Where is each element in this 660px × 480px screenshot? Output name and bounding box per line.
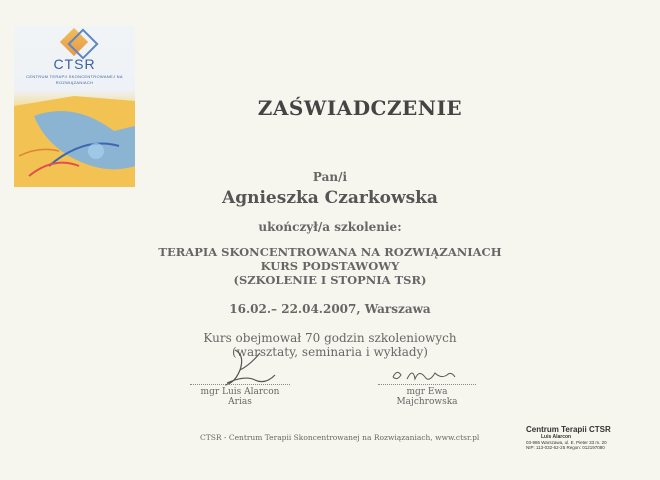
- signature-block-luis: [190, 384, 290, 407]
- course-dates: 16.02.– 22.04.2007, Warszawa: [229, 302, 431, 316]
- stamp-person: Luis Alarcon: [541, 434, 572, 440]
- stamp-tax-ids: NIP: 113-032-62-25 Regon: 012197080: [526, 445, 605, 450]
- signature-block-ewa: [378, 384, 476, 407]
- signatory-name: mgr Luis Alarcon Arias: [200, 387, 280, 407]
- recipient-name: Agnieszka Czarkowska: [222, 188, 438, 208]
- stamp-address: 03-986 Warszawa, ul. E. Pieter 33 m. 20: [526, 440, 607, 445]
- completed-label: ukończył/a szkolenie:: [258, 220, 402, 234]
- signature-line: [190, 384, 290, 385]
- stamp-org-name: Centrum Terapii CTSR: [526, 425, 611, 434]
- certificate-title: ZAŚWIADCZENIE: [257, 96, 463, 120]
- course-degree: (SZKOLENIE I STOPNIA TSR): [233, 273, 427, 287]
- hours-line: Kurs obejmował 70 godzin szkoleniowych: [203, 331, 457, 345]
- signatory-name: mgr Ewa Majchrowska: [396, 387, 458, 407]
- salutation: Pan/i: [312, 170, 348, 184]
- logo-brand: CTSR: [53, 56, 96, 72]
- course-name: TERAPIA SKONCENTROWANA NA ROZWIĄZANIACH: [158, 245, 502, 259]
- footer-text: CTSR - Centrum Terapii Skoncentrowanej na Rozwiązaniach, www.ctsr.pl: [200, 433, 480, 442]
- logo-tagline: CENTRUM TERAPII SKONCENTROWANEJ NA ROZWIĄZANIACH: [26, 74, 123, 85]
- course-hours: [0, 331, 660, 359]
- hours-details: (warsztaty, seminaria i wykłady): [231, 345, 428, 359]
- organization-stamp: [526, 425, 646, 450]
- course-block: [0, 245, 660, 287]
- course-level: KURS PODSTAWOWY: [260, 259, 400, 273]
- signature-line: [378, 384, 476, 385]
